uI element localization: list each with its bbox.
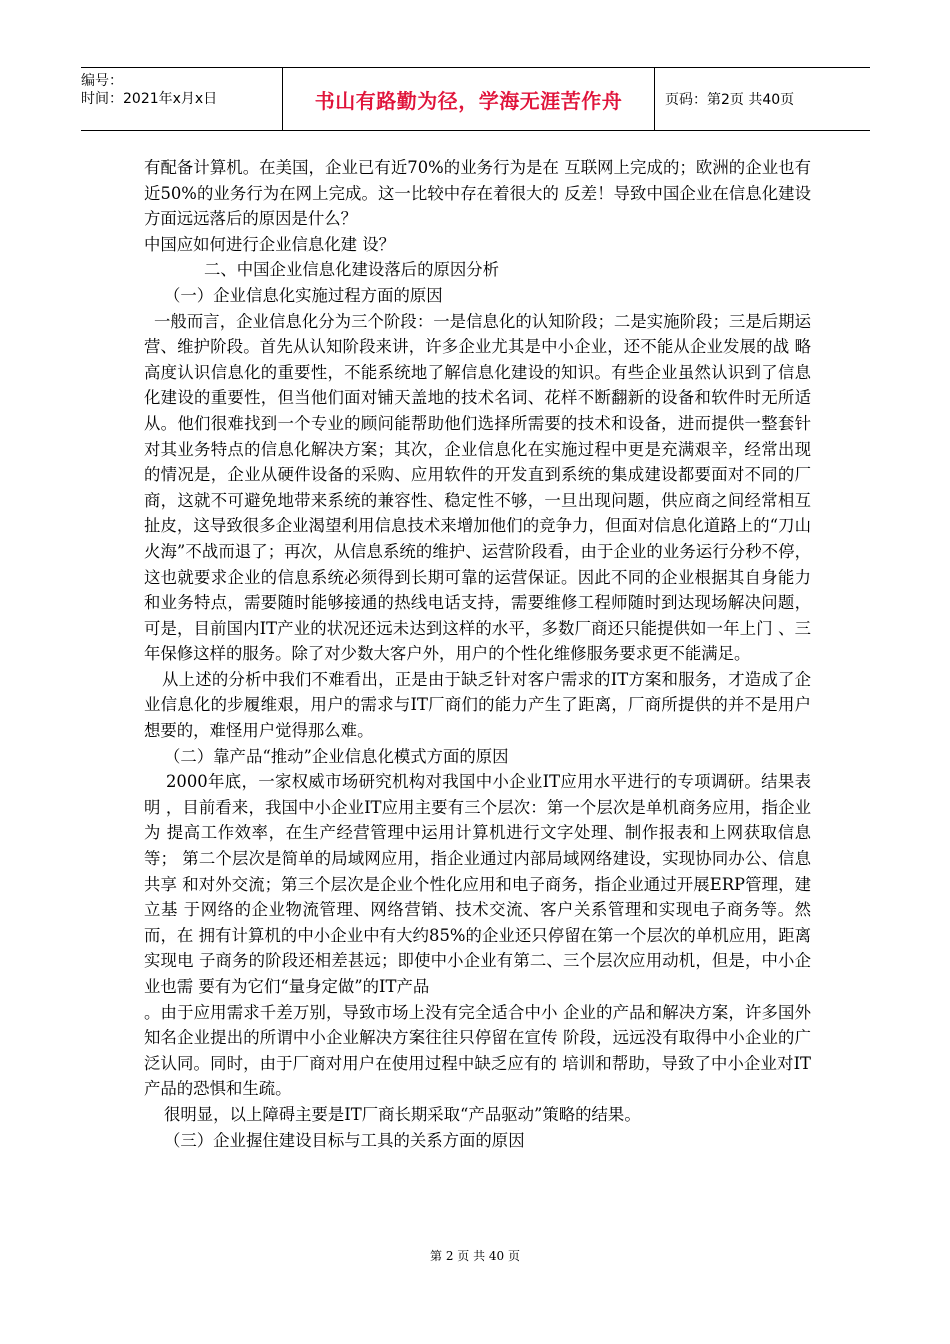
serial-label: 编号： <box>81 73 123 89</box>
body-paragraph: 中国应如何进行企业信息化建 设？ <box>144 234 396 254</box>
document-body <box>144 155 811 1153</box>
header-page-info: 页码：第2页 共40页 <box>665 92 795 108</box>
header-motto: 书山有路勤为径，学海无涯苦作舟 <box>283 68 655 130</box>
body-paragraph: 2000年底，一家权威市场研究机构对我国中小企业IT应用水平进行的专项调研。结果表明 ，目前看来，我国中小企业IT应用主要有三个层次：第一个层次是单机商务应用，指企业为 提高工作效率，在生产经营管理中运用计算机进行文字处理、制作报表和上网获取信息等； 第二个层次是简单的局域网应用，指企业通过内部局域网络建设，实现协同办公、信息共享 和对外交流；第三个层次是企业个性化应用和电子商务，指企业通过开展ERP管理，建立基 于网络的企业物流管理、网络营销、技术交流、客户关系管理和实现电子商务等。然而，在 拥有计算机的中小企业中有大约85%的企业还只停留在第一个层次的单机应用，距离实现电 子商务的阶段还相差甚远；即使中小企业有第二、三个层次应用动机，但是，中小企业也需 要有为它们“量身定做”的IT产品 <box>144 772 811 996</box>
page-footer: 第 2 页 共 40 页 <box>430 1249 520 1263</box>
body-paragraph: （一）企业信息化实施过程方面的原因 <box>164 285 443 305</box>
body-paragraph: 二、中国企业信息化建设落后的原因分析 <box>204 260 500 280</box>
body-paragraph: 一般而言，企业信息化分为三个阶段：一是信息化的认知阶段；二是实施阶段；三是后期运营、维护阶段。首先从认知阶段来讲，许多企业尤其是中小企业，还不能从企业发展的战 略高度认识信息化的重要性，不能系统地了解信息化建设的知识。有些企业虽然认识到了信息化建设的重要性，但当他们面对铺天盖地的技术名词、花样不断翻新的设备和软件时无所适从。他们很难找到一个专业的顾问能帮助他们选择所需要的技术和设备，进而提供一整套针对其业务特点的信息化解决方案；其次，企业信息化在实施过程中更是充满艰辛，经常出现的情况是，企业从硬件设备的采购、应用软件的开发直到系统的集成建设都要面对不同的厂商，这就不可避免地带来系统的兼容性、稳定性不够，一旦出现问题，供应商之间经常相互扯皮，这导致很多企业渴望利用信息技术来增加他们的竞争力，但面对信息化道路上的“刀山火海”不战而退了；再次，从信息系统的维护、运营阶段看，由于企业的业务运行分秒不停，这也就要求企业的信息系统必须得到长期可靠的运营保证。因此不同的企业根据其自身能力和业务特点，需要随时能够接通的热线电话支持，需要维修工程师随时到达现场解决问题，可是，目前国内IT产业的状况还远未达到这样的水平，多数厂商还只能提供如一年上门 、三年保修这样的服务。除了对少数大客户外，用户的个性化维修服务要求更不能满足。 <box>144 311 811 664</box>
body-paragraph: 有配备计算机。在美国，企业已有近70%的业务行为是在 互联网上完成的；欧洲的企业也有近50%的业务行为在网上完成。这一比较中存在着很大的 反差！导致中国企业在信息化建设方面远远落后的原因是什么？ <box>144 158 811 229</box>
body-paragraph: （三）企业握住建设目标与工具的关系方面的原因 <box>164 1130 525 1150</box>
body-paragraph: 很明显，以上障碍主要是IT厂商长期采取“产品驱动”策略的结果。 <box>164 1104 641 1124</box>
header-meta-cell <box>81 68 283 130</box>
body-paragraph: 从上述的分析中我们不难看出，正是由于缺乏针对客户需求的IT方案和服务，才造成了企业信息化的步履维艰，用户的需求与IT厂商们的能力产生了距离，厂商所提供的并不是用户 想要的，难怪用户觉得那么难。 <box>144 669 811 741</box>
page-header <box>81 67 870 131</box>
body-paragraph: （二）靠产品“推动”企业信息化模式方面的原因 <box>164 746 509 766</box>
date-label: 时间：2021年x月x日 <box>81 91 218 107</box>
body-paragraph: 。由于应用需求千差万别，导致市场上没有完全适合中小 企业的产品和解决方案，许多国外知名企业提出的所谓中小企业解决方案往往只停留在宣传 阶段，远远没有取得中小企业的广泛认同。同时，由于厂商对用户在使用过程中缺乏应有的 培训和帮助，导致了中小企业对IT产品的恐惧和生疏。 <box>144 1002 811 1099</box>
